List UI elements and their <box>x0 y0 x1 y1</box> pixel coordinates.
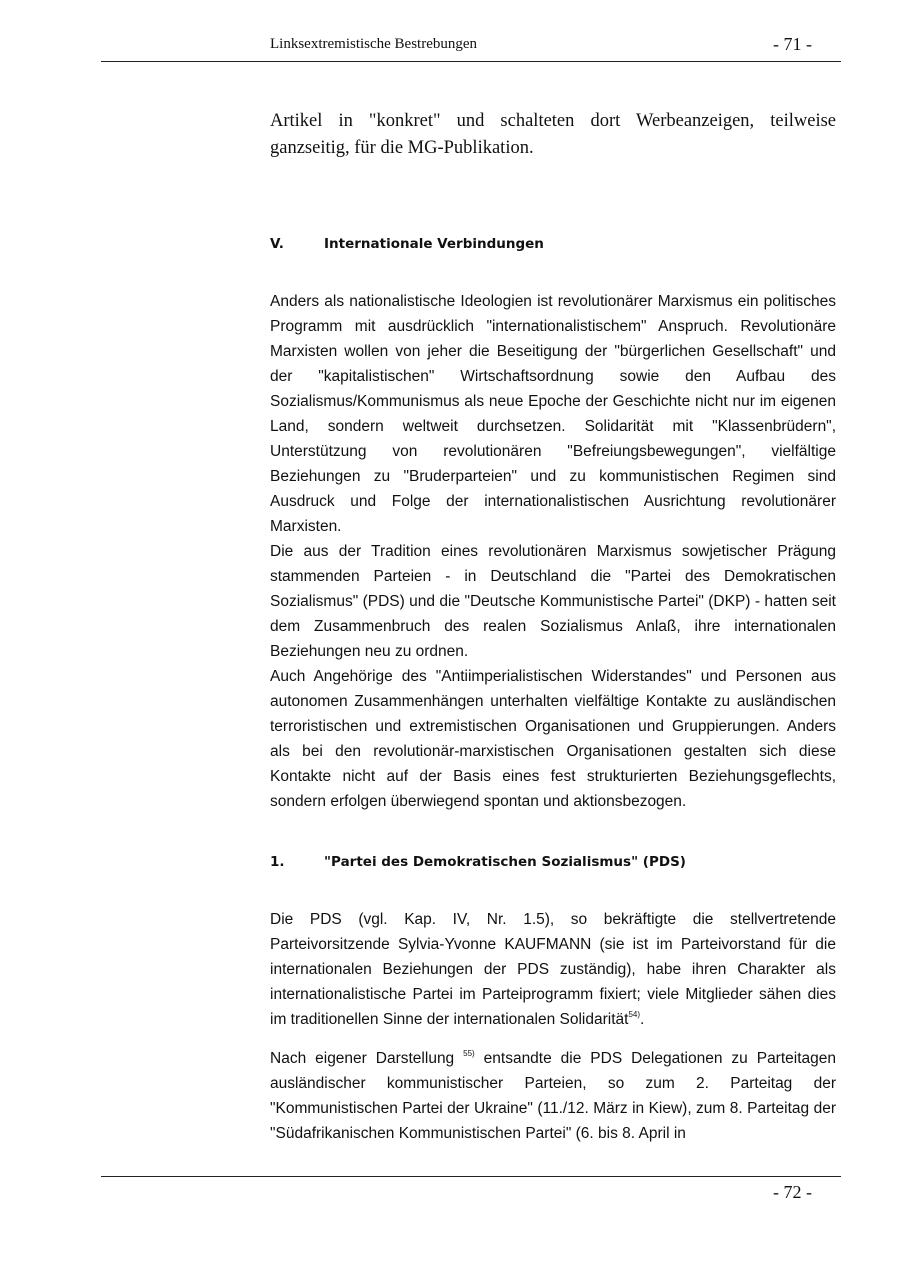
section-number: V. <box>270 236 284 252</box>
paragraph-text: Die PDS (vgl. Kap. IV, Nr. 1.5), so bekräftigte die stellvertretende Parteivorsitzende Sylvia-Yvonne KAUFMANN (sie ist im Parteivorstand für die internationalen Beziehungen der PDS zuständig), habe ihren Charakter als internationalistische Partei im Parteiprogramm fixiert; viele Mitglieder sähen dies im traditionellen Sinne der internationalen Solidarität <box>270 911 836 1028</box>
section-title: Internationale Verbindungen <box>324 236 544 252</box>
subsection-number: 1. <box>270 854 285 870</box>
paragraph-end: . <box>640 1011 645 1028</box>
body-paragraph: Die aus der Tradition eines revolutionären Marxismus sowjetischer Prägung stammenden Parteien - in Deutschland die "Partei des Demokratischen Sozialismus" (PDS) und die "Deutsche Kommunistische Partei" (DKP) - hatten seit dem Zusammenbruch des realen Sozialismus Anlaß, ihre internationalen Beziehungen neu zu ordnen. <box>270 543 836 660</box>
paragraph-text-start: Nach eigener Darstellung <box>270 1050 455 1067</box>
intro-paragraph: Artikel in "konkret" und schalteten dort Werbeanzeigen, teilweise ganzseitig, für die MG-Publikation. <box>270 111 836 158</box>
header-page-number: - 71 - <box>773 34 812 54</box>
header-divider <box>101 61 841 62</box>
subsection-heading <box>270 854 686 870</box>
footer-page-number: - 72 - <box>773 1182 812 1202</box>
footnote-marker: 54) <box>628 1010 640 1019</box>
body-paragraph: Anders als nationalistische Ideologien ist revolutionärer Marxismus ein politisches Programm mit ausdrücklich "internationalistischem" Anspruch. Revolutionäre Marxisten wollen von jeher die Beseitigung der "bürgerlichen Gesellschaft" und der "kapitalistischen" Wirtschaftsordnung sowie den Aufbau des Sozialismus/Kommunismus als neue Epoche der Geschichte nicht nur im eigenen Land, sondern weltweit durchsetzen. Solidarität mit "Klassenbrüdern", Unterstützung von revolutionären "Befreiungsbewegungen", vielfältige Beziehungen zu "Bruderparteien" und zu kommunistischen Regimen sind Ausdruck und Folge der internationalistischen Ausrichtung revolutionärer Marxisten. <box>270 293 836 535</box>
subsection-paragraph-1 <box>270 907 836 1032</box>
body-paragraph: Auch Angehörige des "Antiimperialistischen Widerstandes" und Personen aus autonomen Zusammenhängen unterhalten vielfältige Kontakte zu ausländischen terroristischen und extremistischen Organisationen und Gruppierungen. Anders als bei den revolutionär-marxistischen Organisationen gestalten sich diese Kontakte nicht auf der Basis eines fest strukturierten Beziehungsgeflechts, sondern erfolgen überwiegend spontan und aktionsbezogen. <box>270 668 836 810</box>
footer-divider <box>101 1176 841 1177</box>
section-body <box>270 289 836 814</box>
paragraph-text: entsandte die PDS Delegationen zu Parteitagen ausländischer kommunistischer Parteien, so zum 2. Parteitag der "Kommunistischen Partei der Ukraine" (11./12. März in Kiew), zum 8. Parteitag der "Südafrikanischen Kommunistischen Partei" (6. bis 8. April in <box>270 1050 837 1142</box>
subsection-paragraph-2 <box>270 1046 836 1146</box>
header-title: Linksextremistische Bestrebungen <box>270 36 478 52</box>
subsection-title: "Partei des Demokratischen Sozialismus" (PDS) <box>324 854 686 870</box>
footnote-marker: 55) <box>463 1049 475 1058</box>
section-heading <box>270 236 544 252</box>
